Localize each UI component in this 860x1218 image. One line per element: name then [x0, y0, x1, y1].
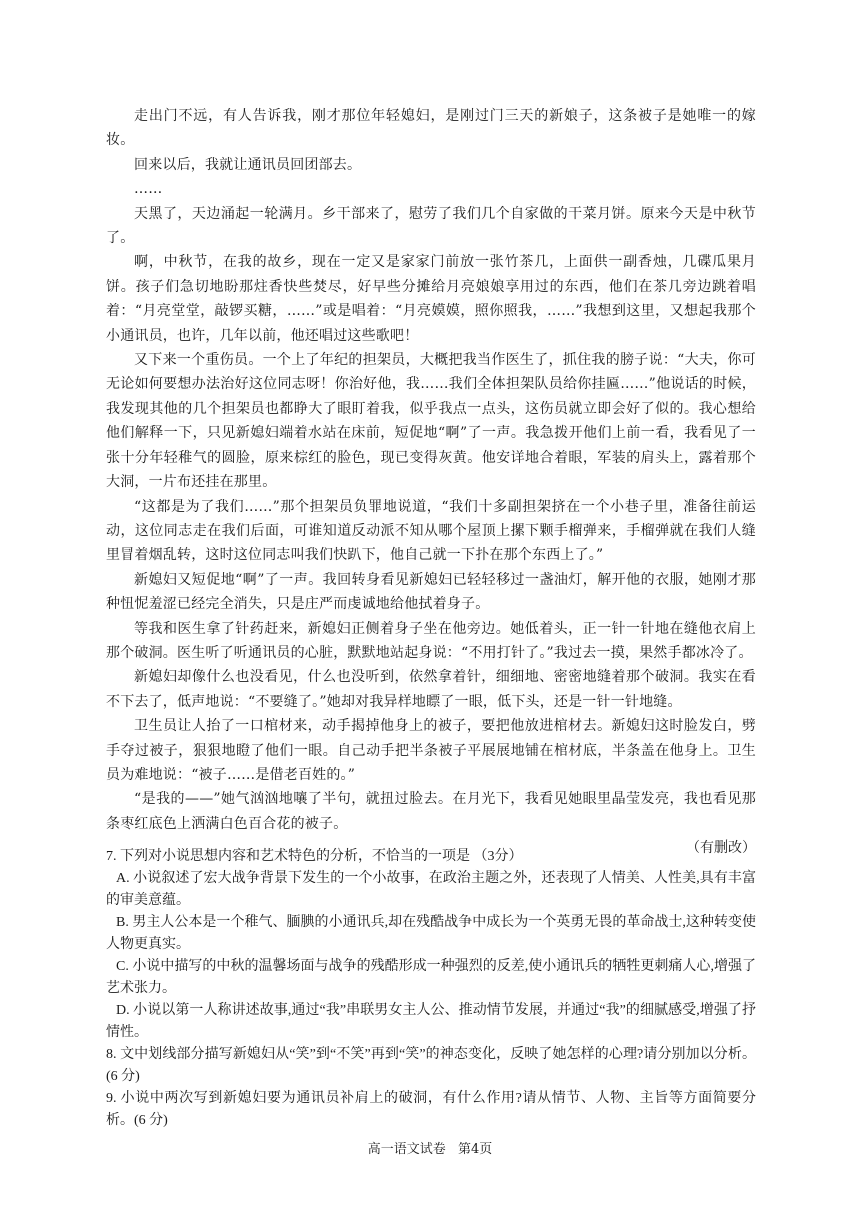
adaptation-note: （有删改） — [686, 840, 756, 857]
option-a: A. 小说叙述了宏大战争背景下发生的一个小故事，在政治主题之外，还表现了人情美、人性美,具有丰富的审美意蕴。 — [106, 871, 756, 908]
story-paragraph: 新媳妇又短促地“啊”了一声。我回转身看见新媳妇已轻轻移过一盏油灯，解开他的衣服，她刚才那种忸怩羞涩已经完全消失，只是庄严而虔诚地给他拭着身子。 — [106, 571, 756, 613]
option-b: B. 男主人公本是一个稚气、腼腆的小通讯兵,却在残酷战争中成长为一个英勇无畏的革命战士,这种转变使人物更真实。 — [106, 915, 756, 952]
page-number: 第4页 — [457, 1142, 493, 1157]
option-c: C. 小说中描写的中秋的温馨场面与战争的残酷形成一种强烈的反差,使小通讯兵的牺牲更刺痛人心,增强了艺术张力。 — [106, 959, 756, 996]
story-excerpt — [106, 104, 756, 860]
story-paragraph: “是我的——”她气汹汹地嚷了半句，就扭过脸去。在月光下，我看见她眼里晶莹发亮，我也看见那条枣红底色上洒满白色百合花的被子。 — [106, 791, 756, 832]
story-ellipsis: …… — [134, 181, 163, 198]
story-paragraph: 新媳妇却像什么也没看见，什么也没听到，依然拿着针，细细地、密密地缝着那个破洞。我实在看不下去了，低声地说：“不要缝了。”她却对我异样地瞟了一眼，低下头，还是一针一针地缝。 — [106, 669, 756, 710]
story-paragraph: 啊，中秋节，在我的故乡，现在一定又是家家门前放一张竹茶几，上面供一副香烛，几碟瓜果月饼。孩子们急切地盼那炷香快些焚尽，好早些分摊给月亮娘娘享用过的东西，他们在茶几旁边跳着唱着：“月亮堂堂，敲锣买糖，……”或是唱着：“月亮嫫嫫，照你照我，……”我想到这里，又想起我那个小通讯员，也许，几年以前，他还唱过这些歌吧！ — [106, 254, 756, 344]
exam-title: 高一语文试卷 — [367, 1142, 446, 1157]
option-d: D. 小说以第一人称讲述故事,通过“我”串联男女主人公、推动情节发展，并通过“我”的细腻感受,增强了抒情性。 — [106, 1003, 756, 1040]
story-paragraph: 卫生员让人抬了一口棺材来，动手揭掉他身上的被子，要把他放进棺材去。新媳妇这时脸发白，劈手夺过被子，狠狠地瞪了他们一眼。自己动手把半条被子平展展地铺在棺材底，半条盖在他身上。卫生员为难地说：“被子……是借老百姓的。” — [106, 718, 756, 783]
question-7: 7. 下列对小说思想内容和艺术特色的分析，不恰当的一项是 （3分） — [106, 849, 523, 864]
question-9: 9. 小说中两次写到新媳妇要为通讯员补肩上的破洞，有什么作用?请从情节、人物、主旨等方面简要分析。(6 分) — [106, 1091, 756, 1128]
story-paragraph: 等我和医生拿了针药赶来，新媳妇正侧着身子坐在他旁边。她低着头，正一针一针地在缝他衣肩上那个破洞。医生听了听通讯员的心脏，默默地站起身说：“不用打针了。”我过去一摸，果然手都冰冷了。 — [106, 620, 756, 661]
questions-section — [106, 846, 756, 1132]
page-footer — [0, 1138, 860, 1157]
question-8: 8. 文中划线部分描写新媳妇从“笑”到“不笑”再到“笑”的神态变化，反映了她怎样的心理?请分别加以分析。(6 分) — [106, 1047, 756, 1084]
story-paragraph: “这都是为了我们……”那个担架员负罪地说道，“我们十多副担架挤在一个小巷子里，准备往前运动，这位同志走在我们后面，可谁知道反动派不知从哪个屋顶上摞下颗手榴弹来，手榴弹就在我们人缝里冒着烟乱转，这时这位同志叫我们快趴下，他自己就一下扑在那个东西上了。” — [106, 498, 756, 564]
story-paragraph: 天黑了，天边涌起一轮满月。乡干部来了，慰劳了我们几个自家做的干菜月饼。原来今天是中秋节了。 — [106, 205, 756, 247]
story-paragraph: 又下来一个重伤员。一个上了年纪的担架员，大概把我当作医生了，抓住我的膀子说：“大夫，你可无论如何要想办法治好这位同志呀！你治好他，我……我们全体担架队员给你挂匾……”他说话的时候，我发现其他的几个担架员也都睁大了眼盯着我，似乎我点一点头，这伤员就立即会好了似的。我心想给他们解释一下，只见新媳妇端着水站在床前，短促地“啊”了一声。我急拨开他们上前一看，我看见了一张十分年轻稚气的圆脸，原来棕红的脸色，现已变得灰黄。他安详地合着眼，军装的肩头上，露着那个大洞，一片布还挂在那里。 — [106, 352, 756, 491]
story-paragraph: 回来以后，我就让通讯员回团部去。 — [134, 156, 362, 173]
story-paragraph: 走出门不远，有人告诉我，刚才那位年轻媳妇，是刚过门三天的新娘子，这条被子是她唯一的嫁妆。 — [106, 108, 756, 149]
